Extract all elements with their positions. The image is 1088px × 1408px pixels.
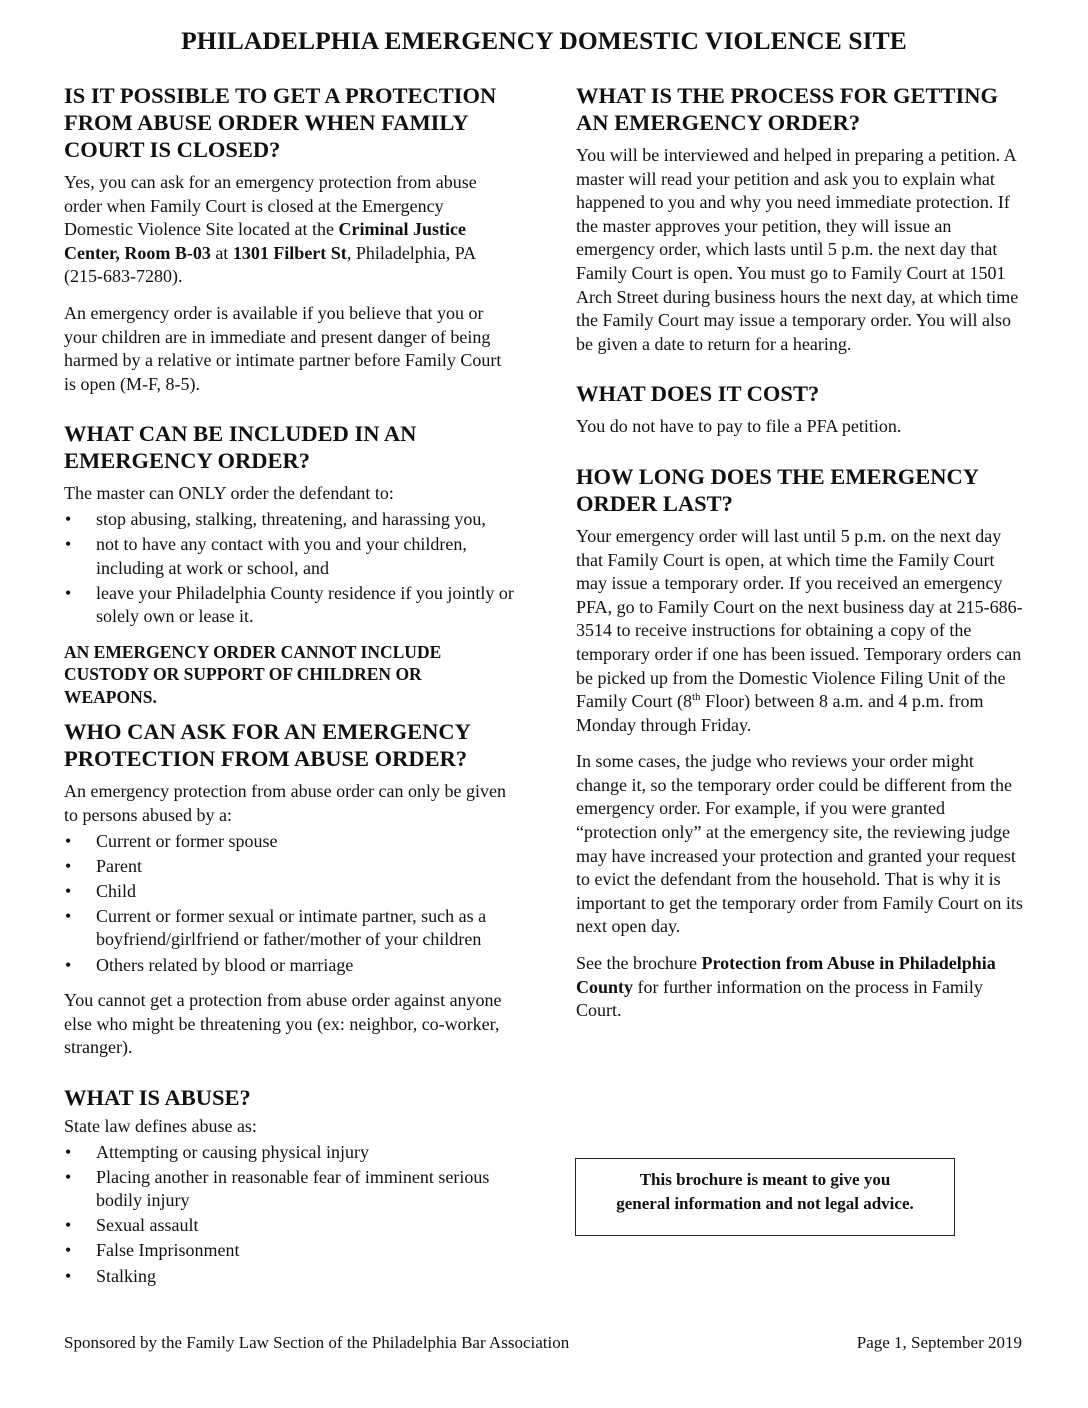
list-item: • Current or former spouse <box>64 830 514 854</box>
bullet-list <box>64 830 514 978</box>
disclaimer-line: general information and not legal advice. <box>616 1194 914 1213</box>
section-heading: WHAT DOES IT COST? <box>576 381 820 407</box>
section-heading: HOW LONG DOES THE EMERGENCY ORDER LAST? <box>576 463 979 516</box>
section-included <box>64 420 514 708</box>
section-heading: WHAT IS THE PROCESS FOR GETTING AN EMERGENCY ORDER? <box>576 83 998 135</box>
section-what-is-abuse <box>64 1084 514 1288</box>
paragraph: The master can ONLY order the defendant to: <box>64 483 394 504</box>
disclaimer-box <box>575 1158 955 1236</box>
paragraph: Your emergency order will last until 5 p.m. on the next day that Family Court is open, at which time the Family Court may issue a temporary order. If you received an emergency PFA, go to Family Court on the next business day at 215-686-3514 to receive instructions for obtaining a copy of the temporary order if one has been issued. Temporary orders can be picked up from the Domestic Violence Filing Unit of the Family Court (8th Floor) between 8 a.m. and 4 p.m. from Monday through Friday. <box>576 525 1023 735</box>
list-item: • Attempting or causing physical injury <box>64 1141 514 1165</box>
section-who-can-ask <box>64 718 514 1060</box>
bullet-list <box>64 508 514 629</box>
footer-page-number: Page 1, September 2019 <box>856 1333 1022 1352</box>
section-closed-court <box>64 82 514 396</box>
list-item: • False Imprisonment <box>64 1239 514 1263</box>
section-heading: WHAT IS ABUSE? <box>64 1084 251 1110</box>
section-process <box>576 82 1026 356</box>
paragraph: You do not have to pay to file a PFA petition. <box>576 416 902 437</box>
brochure-title: Protection from Abuse in Philadelphia County <box>576 953 996 997</box>
paragraph: In some cases, the judge who reviews your order might change it, so the temporary order could be different from the emergency order. For example, if you were granted “protection only” at the emergency site, the reviewing judge may have increased your protection and granted your request to evict the defendant from the household. That is why it is important to get the temporary order from Family Court on its next open day. <box>576 751 1023 937</box>
section-heading: WHAT CAN BE INCLUDED IN AN EMERGENCY ORDER? <box>64 421 417 474</box>
paragraph: An emergency order is available if you believe that you or your children are in immediate and present danger of being harmed by a relative or intimate partner before Family Court is open (M-F, 8-5). <box>64 302 502 394</box>
list-item: • not to have any contact with you and your children, including at work or school, and <box>64 533 514 580</box>
list-item: • Sexual assault <box>64 1214 514 1238</box>
location-street: 1301 Filbert St <box>232 242 347 263</box>
paragraph: You cannot get a protection from abuse order against anyone else who might be threatening you (ex: neighbor, co-worker, stranger). <box>64 990 502 1058</box>
list-item: • Stalking <box>64 1265 514 1289</box>
list-item: • stop abusing, stalking, threatening, and harassing you, <box>64 508 514 532</box>
left-column <box>64 82 514 1300</box>
page-title: PHILADELPHIA EMERGENCY DOMESTIC VIOLENCE SITE <box>181 26 907 55</box>
section-duration <box>576 463 1026 1023</box>
list-item: • Child <box>64 880 514 904</box>
paragraph: You will be interviewed and helped in preparing a petition. A master will read your petition and ask you to explain what happened to you and why you need immediate protection. If the master approves your petition, they will issue an emergency order, which lasts until 5 p.m. the next day that Family Court is open. You must go to Family Court at 1501 Arch Street during business hours the next day, at which time the Family Court may issue a temporary order. You will also be given a date to return for a hearing. <box>576 145 1019 354</box>
list-item: • leave your Philadelphia County residence if you jointly or solely own or lease it. <box>64 582 514 629</box>
paragraph: Yes, you can ask for an emergency protection from abuse order when Family Court is closed at the Emergency Domestic Violence Site located at the Criminal Justice Center, Room B-03 at 1301 Filbert St, Philadelphia, PA (215-683-7280). <box>64 172 477 287</box>
bullet-list <box>64 1141 514 1289</box>
list-item: • Parent <box>64 855 514 879</box>
list-item: • Placing another in reasonable fear of imminent serious bodily injury <box>64 1166 514 1213</box>
section-cost <box>576 380 1026 439</box>
paragraph: An emergency protection from abuse order can only be given to persons abused by a: <box>64 781 507 825</box>
list-item: • Others related by blood or marriage <box>64 954 514 978</box>
disclaimer-line: This brochure is meant to give you <box>639 1170 891 1189</box>
section-heading: WHO CAN ASK FOR AN EMERGENCY PROTECTION FROM ABUSE ORDER? <box>64 719 471 772</box>
right-column <box>576 82 1026 1036</box>
location-room: Criminal Justice Center, Room B-03 <box>64 219 466 263</box>
section-heading: IS IT POSSIBLE TO GET A PROTECTION FROM ABUSE ORDER WHEN FAMILY COURT IS CLOSED? <box>64 83 497 162</box>
paragraph: See the brochure Protection from Abuse in Philadelphia County for further information on the process in Family Court. <box>576 953 996 1021</box>
warning-text: AN EMERGENCY ORDER CANNOT INCLUDE CUSTODY OR SUPPORT OF CHILDREN OR WEAPONS. <box>64 641 442 707</box>
list-item: • Current or former sexual or intimate partner, such as a boyfriend/girlfriend or father/mother of your children <box>64 905 514 952</box>
footer-sponsor: Sponsored by the Family Law Section of the Philadelphia Bar Association <box>64 1333 570 1352</box>
paragraph: State law defines abuse as: <box>64 1115 257 1136</box>
